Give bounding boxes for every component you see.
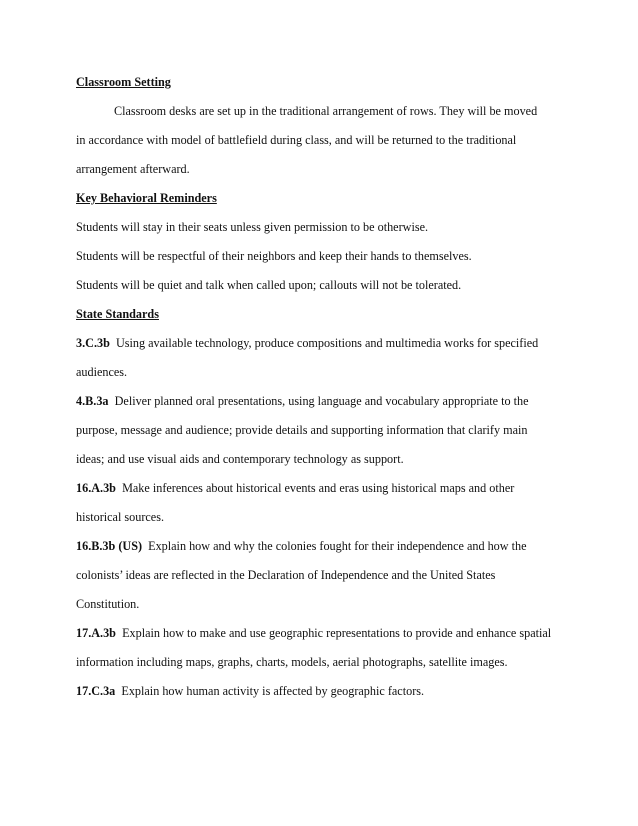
standard-text: Explain how to make and use geographic representations to provide and enhance spatial — [122, 626, 552, 640]
standard-continuation: colonists’ ideas are reflected in the Declaration of Independence and the United States — [76, 568, 496, 582]
standard-text: Make inferences about historical events and eras using historical maps and other — [122, 481, 515, 495]
standard-continuation: ideas; and use visual aids and contemporary technology as support. — [76, 452, 404, 466]
standard-item — [76, 619, 576, 648]
standard-continuation: information including maps, graphs, charts, models, aerial photographs, satellite images. — [76, 655, 508, 669]
standard-code: 4.B.3a — [76, 394, 109, 408]
standard-code: 17.C.3a — [76, 684, 116, 698]
reminder-line: Students will be respectful of their neighbors and keep their hands to themselves. — [76, 249, 472, 263]
paragraph-line: Classroom desks are set up in the traditional arrangement of rows. They will be moved — [114, 104, 538, 118]
standard-text: Explain how and why the colonies fought for their independence and how the — [148, 539, 527, 553]
standard-item — [76, 474, 576, 503]
standard-continuation: historical sources. — [76, 510, 164, 524]
section-heading-key-behavioral-reminders: Key Behavioral Reminders — [76, 191, 217, 205]
standard-continuation: audiences. — [76, 365, 128, 379]
standard-item — [76, 329, 576, 358]
standard-text: Explain how human activity is affected by geographic factors. — [121, 684, 425, 698]
standard-code: 16.B.3b (US) — [76, 539, 143, 553]
standard-continuation: Constitution. — [76, 597, 140, 611]
paragraph-line: arrangement afterward. — [76, 162, 190, 176]
standard-text: Using available technology, produce compositions and multimedia works for specified — [115, 336, 539, 350]
standard-text: Deliver planned oral presentations, using language and vocabulary appropriate to the — [114, 394, 529, 408]
section-heading-classroom-setting: Classroom Setting — [76, 75, 171, 89]
standard-continuation: purpose, message and audience; provide details and supporting information that clarify main — [76, 423, 528, 437]
paragraph-line: in accordance with model of battlefield during class, and will be returned to the traditional — [76, 133, 517, 147]
standard-code: 16.A.3b — [76, 481, 116, 495]
standard-item — [76, 677, 576, 706]
reminder-line: Students will stay in their seats unless given permission to be otherwise. — [76, 220, 429, 234]
standard-code: 3.C.3b — [76, 336, 110, 350]
document-page — [76, 68, 576, 706]
section-heading-state-standards: State Standards — [76, 307, 159, 321]
reminder-line: Students will be quiet and talk when called upon; callouts will not be tolerated. — [76, 278, 462, 292]
standard-item — [76, 532, 576, 561]
standard-code: 17.A.3b — [76, 626, 116, 640]
standard-item — [76, 387, 576, 416]
